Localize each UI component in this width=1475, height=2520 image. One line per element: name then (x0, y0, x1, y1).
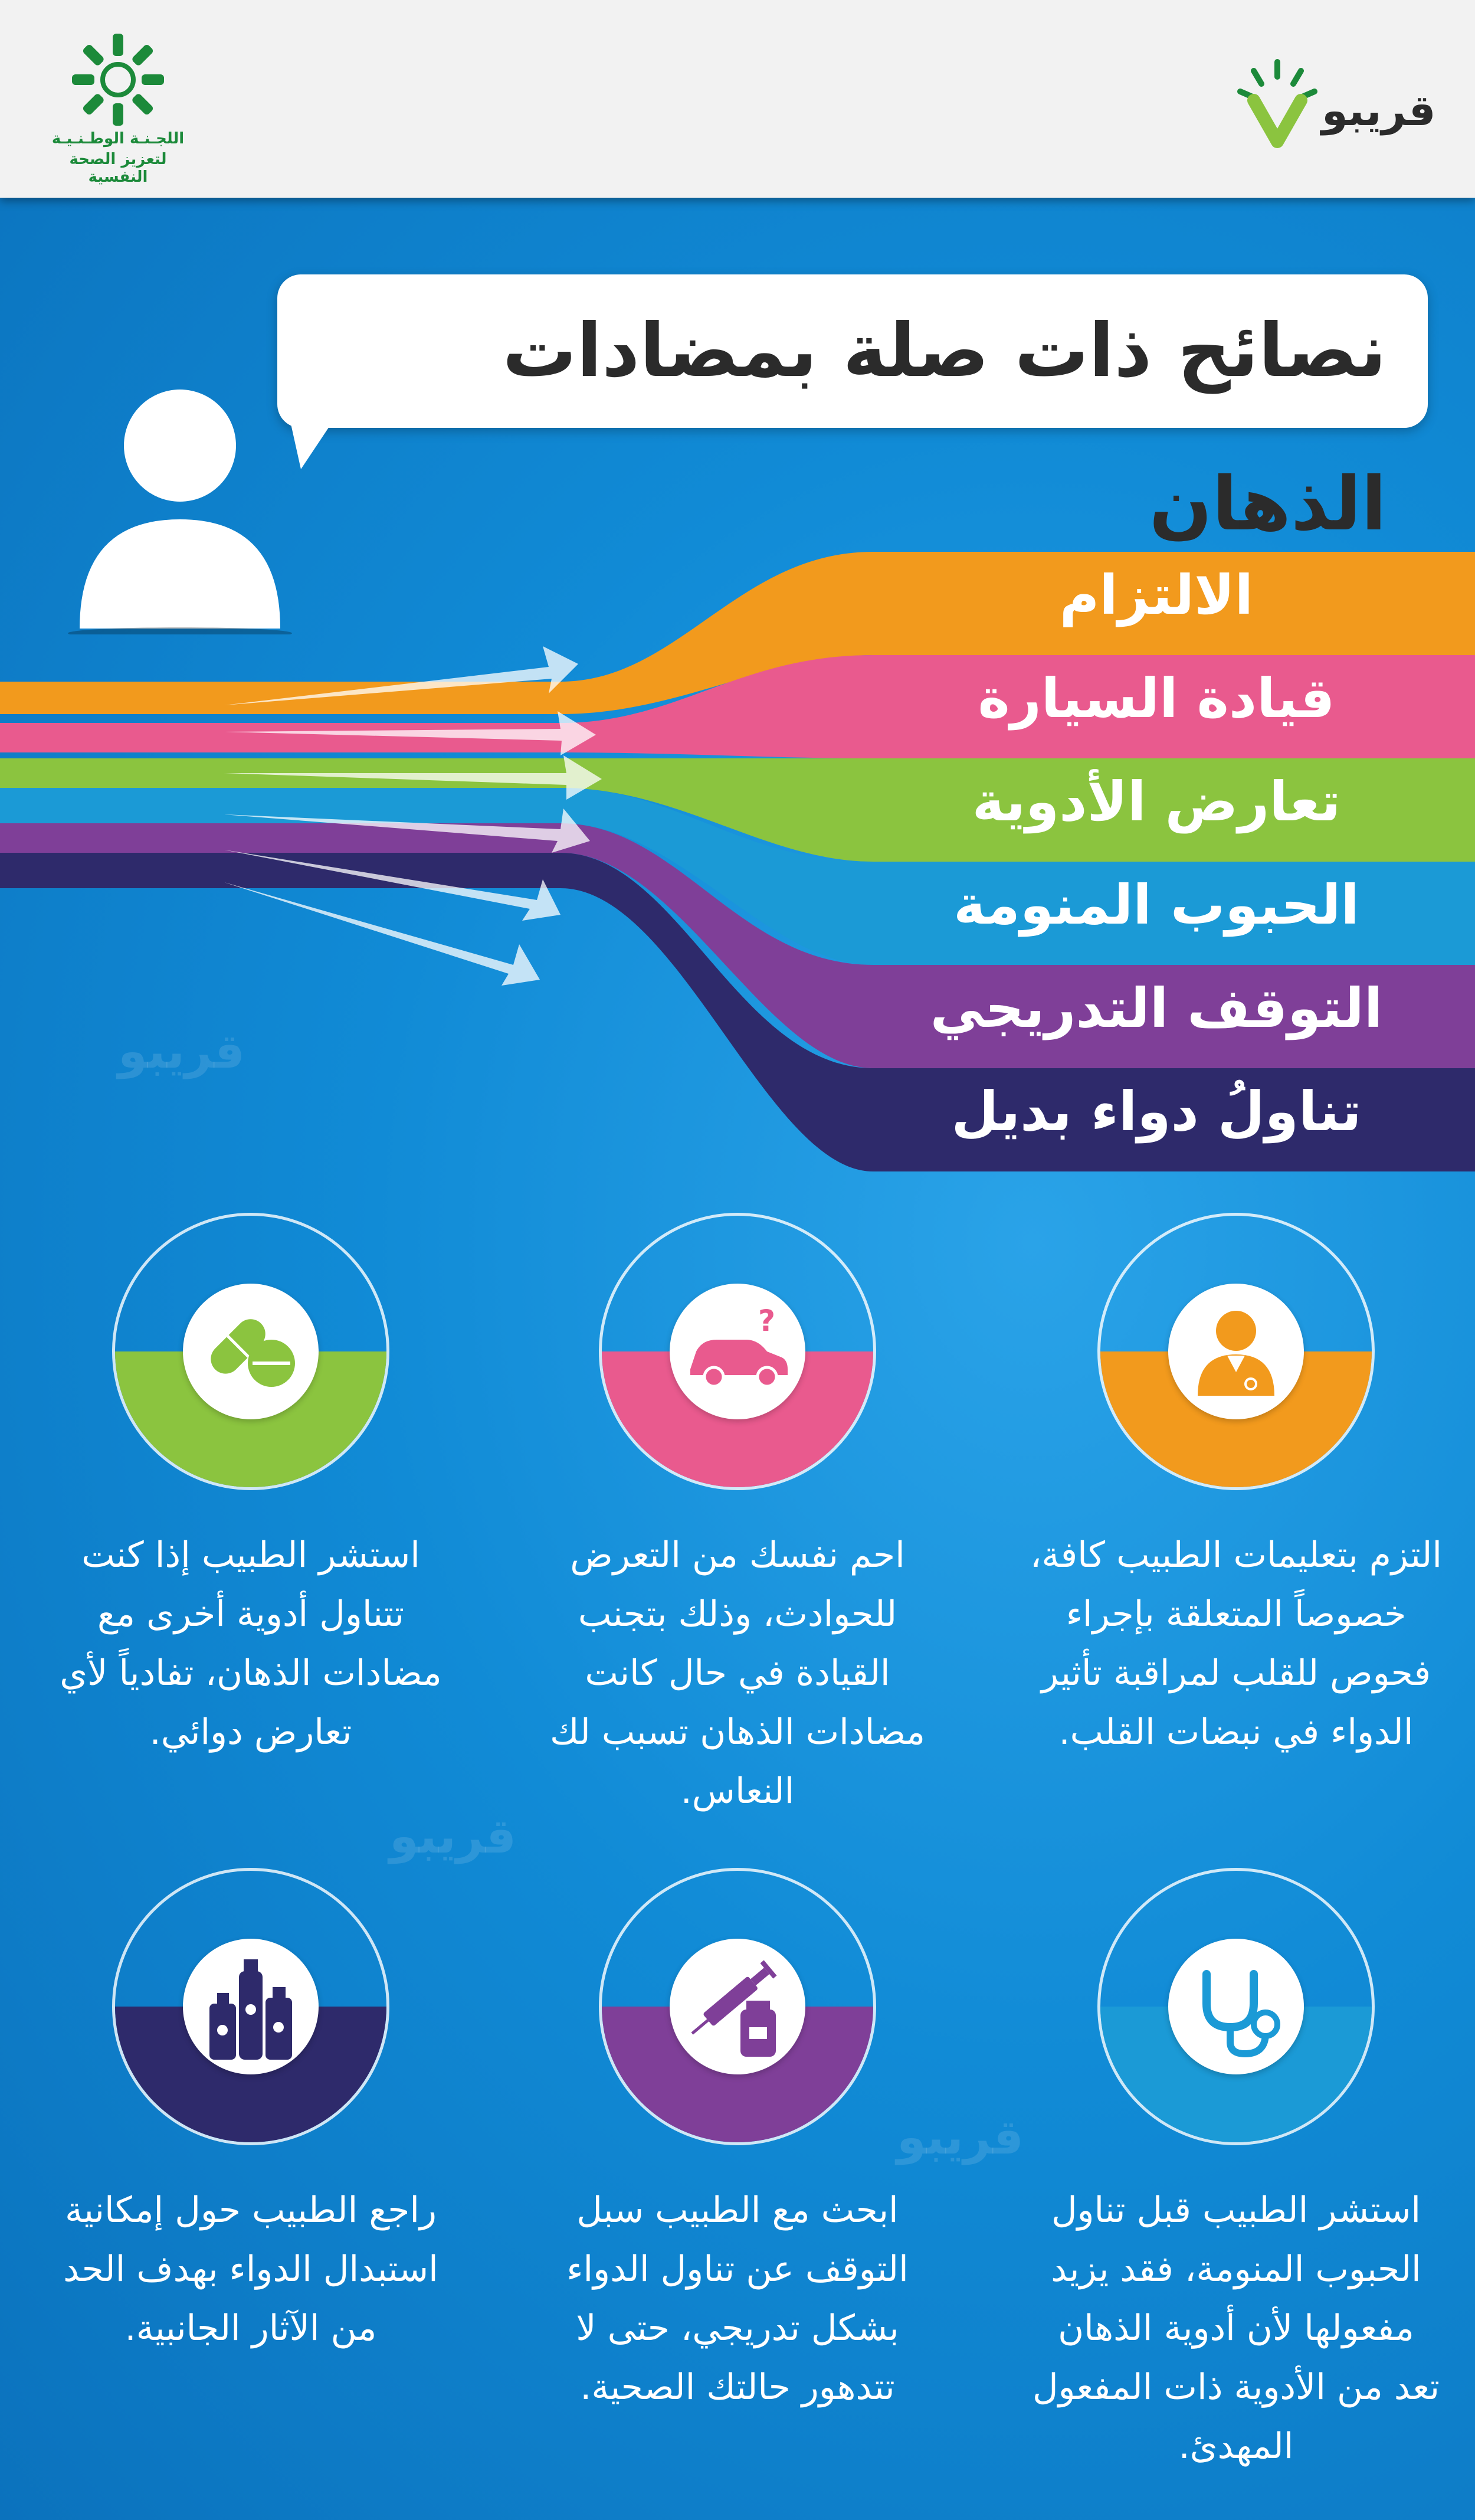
ribbon-label-driving: قيادة السيارة (978, 667, 1335, 730)
ribbon-label-sleeping-pills: الحبوب المنومة (953, 873, 1359, 937)
car-icon (670, 1284, 805, 1419)
tip-circle-gradual-stop (599, 1868, 876, 2145)
star-logo-icon (41, 24, 195, 130)
svg-text:?: ? (758, 1304, 776, 1338)
watermark: قريبو (897, 2110, 1024, 2165)
stethoscope-icon (1168, 1939, 1304, 2074)
watermark: قريبو (389, 1809, 516, 1864)
tip-icon-holder (1168, 1939, 1304, 2074)
qaribo-logo-text: قريبو (1322, 86, 1436, 135)
qaribo-logo (1233, 53, 1434, 153)
ribbon-label-drug-interaction: تعارض الأدوية (972, 770, 1341, 833)
doctor-icon (1168, 1284, 1304, 1419)
tip-icon-holder (670, 1939, 805, 2074)
ribbon-label-alternative-drug: تناولُ دواء بديل (951, 1080, 1362, 1143)
logo-line-1: اللجـنـة الوطـنـيـة (51, 130, 185, 148)
tip-circle-alternative-drug (112, 1868, 389, 2145)
tip-icon-holder (183, 1939, 319, 2074)
main-panel (0, 198, 1475, 2520)
logo-line-2: لتعزيز الصحة النفسية (69, 150, 167, 186)
tip-circle-driving (599, 1213, 876, 1490)
pills-icon (183, 1284, 319, 1419)
watermark: قريبو (118, 1024, 245, 1079)
qaribo-mark-icon (1233, 53, 1322, 153)
header (0, 0, 1475, 198)
tip-text-driving: احم نفسك من التعرض للحوادث، وذلك بتجنب القيادة في حال كانت مضادات الذهان تسبب لك النعاس. (549, 1534, 926, 1812)
tip-circle-commitment (1097, 1213, 1375, 1490)
tip-text-commitment: التزم بتعليمات الطبيب كافة، خصوصاً المتعلقة بإجراء فحوص للقلب لمراقبة تأثير الدواء في نبضات القلب. (1030, 1534, 1443, 1753)
tip-circle-sleeping-pills (1097, 1868, 1375, 2145)
tip-text-sleeping-pills: استشر الطبيب قبل تناول الحبوب المنومة، فقد يزيد مفعولها لأن أدوية الذهان تعد من الأدوية ذات المفعول المهدئ. (1032, 2190, 1440, 2467)
ribbon-label-commitment: الالتزام (1059, 564, 1254, 627)
page-title: نصائح ذات صلة بمضادات الذهان (502, 308, 1386, 547)
tip-icon-holder (670, 1284, 805, 1419)
tip-text-alternative-drug: راجع الطبيب حول إمكانية استبدال الدواء بهدف الحد من الآثار الجانبية. (63, 2190, 438, 2349)
national-committee-logo (41, 24, 195, 186)
tip-text-gradual-stop: ابحث مع الطبيب سبل التوقف عن تناول الدواء بشكل تدريجي، حتى لا تتدهور حالتك الصحية. (566, 2190, 909, 2408)
tip-text-drug-interaction: استشر الطبيب إذا كنت تتناول أدوية أخرى مع مضادات الذهان، تفادياً لأي تعارض دوائي. (60, 1534, 442, 1753)
syringe-icon (670, 1939, 805, 2074)
ribbon-label-gradual-stop: التوقف التدريجي (930, 977, 1383, 1040)
bottles-icon (183, 1939, 319, 2074)
tip-icon-holder (1168, 1284, 1304, 1419)
tip-icon-holder (183, 1284, 319, 1419)
tip-circle-drug-interaction (112, 1213, 389, 1490)
